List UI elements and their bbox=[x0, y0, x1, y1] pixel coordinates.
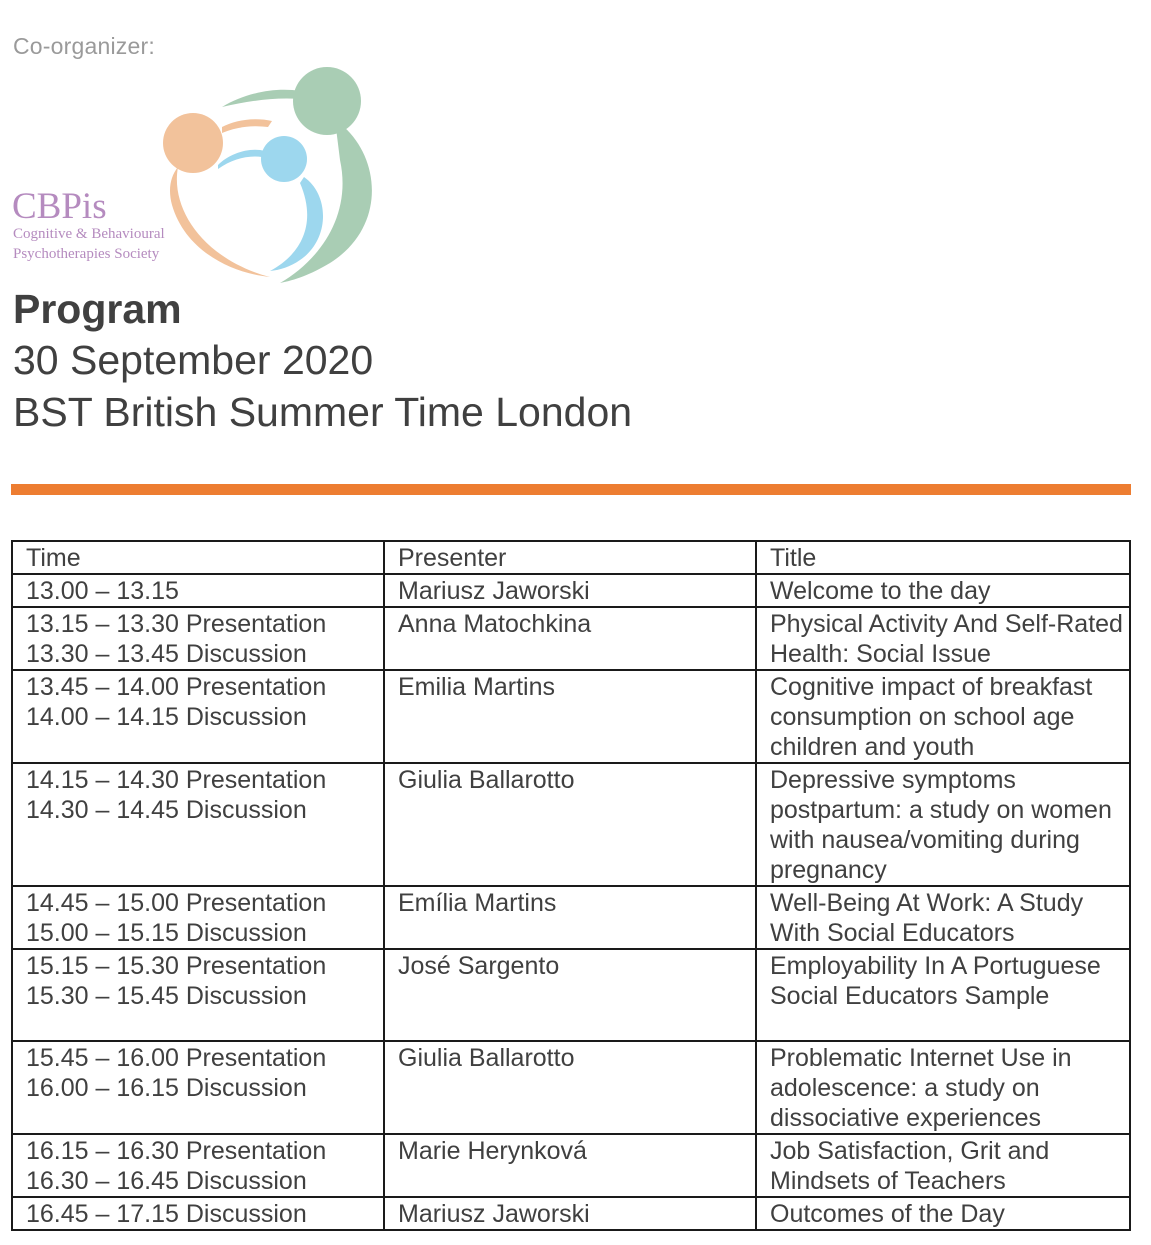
time-cell bbox=[12, 763, 384, 886]
time-cell bbox=[12, 1197, 384, 1230]
title-cell: Welcome to the day bbox=[756, 574, 1130, 607]
time-line: 15.15 – 15.30 Presentation bbox=[26, 952, 327, 980]
logo-green-head bbox=[293, 67, 361, 135]
table-row bbox=[12, 574, 1130, 607]
title-cell: Outcomes of the Day bbox=[756, 1197, 1130, 1230]
time-line: 14.00 – 14.15 Discussion bbox=[26, 703, 307, 731]
title-cell: Well-Being At Work: A Study With Social Educators bbox=[756, 886, 1130, 949]
orange-divider bbox=[11, 484, 1131, 495]
coorganizer-label: Co-organizer: bbox=[13, 33, 155, 59]
presenter-cell: Mariusz Jaworski bbox=[384, 1197, 756, 1230]
header-presenter: Presenter bbox=[384, 541, 756, 574]
time-line: 13.15 – 13.30 Presentation bbox=[26, 610, 327, 638]
logo-peach-swoosh bbox=[170, 167, 270, 277]
logo-subtitle-line2: Psychotherapies Society bbox=[13, 246, 160, 262]
title-cell: Employability In A Portuguese Social Educators Sample bbox=[756, 949, 1130, 1041]
table-row bbox=[12, 949, 1130, 1041]
header-time: Time bbox=[12, 541, 384, 574]
title-cell: Job Satisfaction, Grit and Mindsets of Teachers bbox=[756, 1134, 1130, 1197]
presenter-cell: Emília Martins bbox=[384, 886, 756, 949]
table-row bbox=[12, 1134, 1130, 1197]
table-row bbox=[12, 607, 1130, 670]
header-title: Title bbox=[756, 541, 1130, 574]
event-date: 30 September 2020 bbox=[13, 337, 374, 383]
time-line: 15.30 – 15.45 Discussion bbox=[26, 982, 307, 1010]
logo-blue-arc bbox=[218, 150, 265, 169]
logo-letters: CBPis bbox=[12, 186, 107, 227]
title-cell: Depressive symptoms postpartum: a study on women with nausea/vomiting during pregnancy bbox=[756, 763, 1130, 886]
logo-green-arc bbox=[222, 90, 300, 107]
time-line: 16.45 – 17.15 Discussion bbox=[26, 1200, 307, 1228]
time-line: 14.45 – 15.00 Presentation bbox=[26, 889, 327, 917]
time-cell bbox=[12, 1041, 384, 1134]
time-line: 13.30 – 13.45 Discussion bbox=[26, 640, 307, 668]
table-row bbox=[12, 1197, 1130, 1230]
table-row bbox=[12, 763, 1130, 886]
logo-peach-arc bbox=[222, 119, 272, 133]
table-row bbox=[12, 1041, 1130, 1134]
table-row bbox=[12, 886, 1130, 949]
time-cell bbox=[12, 574, 384, 607]
time-line: 14.15 – 14.30 Presentation bbox=[26, 766, 327, 794]
program-table bbox=[11, 540, 1131, 1231]
time-line: 15.45 – 16.00 Presentation bbox=[26, 1044, 327, 1072]
event-timezone: BST British Summer Time London bbox=[13, 389, 633, 435]
time-line: 16.00 – 16.15 Discussion bbox=[26, 1074, 307, 1102]
presenter-cell: Giulia Ballarotto bbox=[384, 763, 756, 886]
time-line: 16.15 – 16.30 Presentation bbox=[26, 1137, 327, 1165]
time-cell bbox=[12, 886, 384, 949]
table-row bbox=[12, 670, 1130, 763]
time-line: 16.30 – 16.45 Discussion bbox=[26, 1167, 307, 1195]
time-cell bbox=[12, 1134, 384, 1197]
time-line: 15.00 – 15.15 Discussion bbox=[26, 919, 307, 947]
presenter-cell: Giulia Ballarotto bbox=[384, 1041, 756, 1134]
logo-blue-head bbox=[261, 136, 307, 182]
presenter-cell: Marie Herynková bbox=[384, 1134, 756, 1197]
logo-peach-head bbox=[163, 113, 223, 173]
presenter-cell: Mariusz Jaworski bbox=[384, 574, 756, 607]
presenter-cell: José Sargento bbox=[384, 949, 756, 1041]
time-cell bbox=[12, 670, 384, 763]
table-header-row bbox=[12, 541, 1130, 574]
cbpis-logo bbox=[0, 55, 400, 287]
time-cell bbox=[12, 949, 384, 1041]
presenter-cell: Anna Matochkina bbox=[384, 607, 756, 670]
presenter-cell: Emilia Martins bbox=[384, 670, 756, 763]
time-line: 13.00 – 13.15 bbox=[26, 577, 179, 605]
title-cell: Physical Activity And Self-Rated Health: Social Issue bbox=[756, 607, 1130, 670]
time-cell bbox=[12, 607, 384, 670]
time-line: 14.30 – 14.45 Discussion bbox=[26, 796, 307, 824]
title-cell: Problematic Internet Use in adolescence: a study on dissociative experiences bbox=[756, 1041, 1130, 1134]
page-title: Program bbox=[13, 286, 182, 332]
logo-subtitle-line1: Cognitive & Behavioural bbox=[13, 226, 165, 242]
title-cell: Cognitive impact of breakfast consumption on school age children and youth bbox=[756, 670, 1130, 763]
time-line: 13.45 – 14.00 Presentation bbox=[26, 673, 327, 701]
